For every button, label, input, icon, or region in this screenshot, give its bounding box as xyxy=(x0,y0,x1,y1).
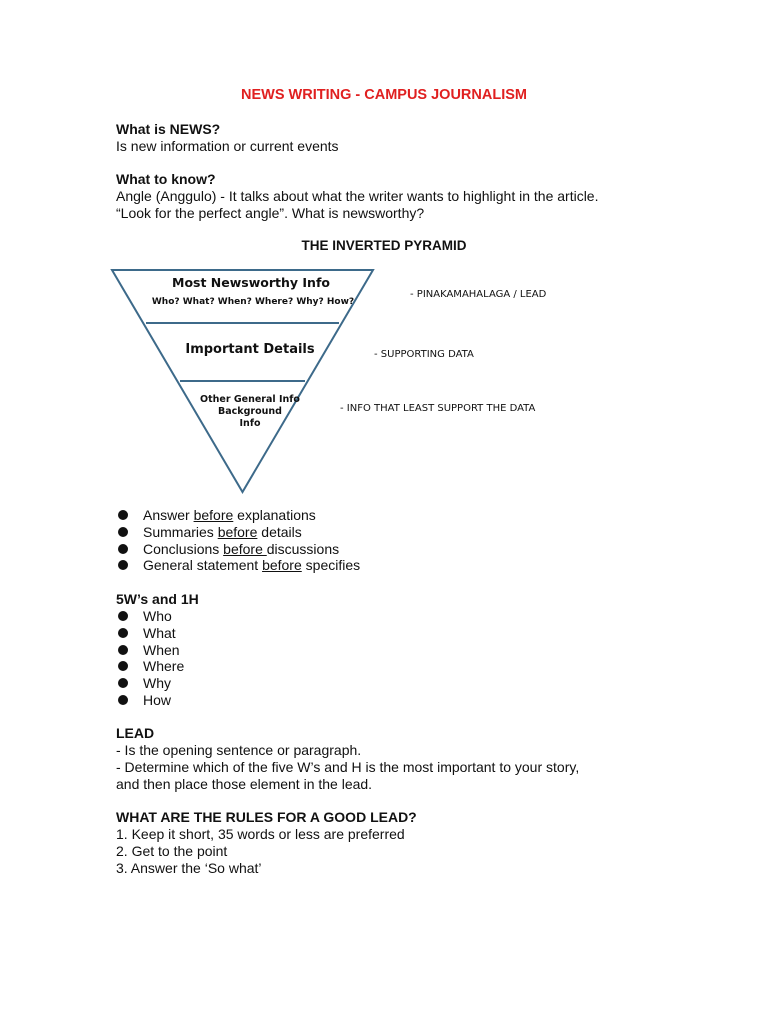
rules-item-2: 2. Get to the point xyxy=(116,843,228,859)
lead-line2: - Determine which of the five W’s and H is the most important to your story, xyxy=(116,759,580,775)
list-item: Answer before explanations xyxy=(116,507,360,524)
list-item: When xyxy=(116,642,184,659)
what-to-know-line2: “Look for the perfect angle”. What is newsworthy? xyxy=(116,205,425,221)
what-to-know-line1: Angle (Anggulo) - It talks about what the writer wants to highlight in the article. xyxy=(116,188,599,204)
document-title: NEWS WRITING - CAMPUS JOURNALISM xyxy=(241,87,527,103)
list-item: Conclusions before discussions xyxy=(116,541,360,558)
list-item: Why xyxy=(116,675,184,692)
pyramid-level2-label: - SUPPORTING DATA xyxy=(374,349,474,360)
list-item: Where xyxy=(116,658,184,675)
list-item: General statement before specifies xyxy=(116,557,360,574)
lead-line1: - Is the opening sentence or paragraph. xyxy=(116,742,362,758)
five-ws-list xyxy=(116,608,184,709)
what-to-know-heading: What to know? xyxy=(116,171,216,187)
pyramid-level2-title: Important Details xyxy=(185,342,315,357)
order-bullet-list xyxy=(116,507,360,574)
pyramid-level1-title: Most Newsworthy Info xyxy=(172,275,330,290)
pyramid-level1-label: - PINAKAMAHALAGA / LEAD xyxy=(410,289,547,300)
pyramid-heading: THE INVERTED PYRAMID xyxy=(301,238,467,253)
what-is-news-heading: What is NEWS? xyxy=(116,121,221,137)
pyramid-level3-line2: Background xyxy=(218,406,282,417)
rules-item-3: 3. Answer the ‘So what’ xyxy=(116,860,262,876)
pyramid-level3-line3: Info xyxy=(239,418,261,429)
pyramid-level3-line1: Other General Info xyxy=(200,394,300,405)
what-is-news-text: Is new information or current events xyxy=(116,138,339,154)
list-item: How xyxy=(116,692,184,709)
pyramid-level1-subtitle: Who? What? When? Where? Why? How? xyxy=(151,297,355,307)
inverted-pyramid-diagram xyxy=(100,262,400,497)
list-item: Summaries before details xyxy=(116,524,360,541)
rules-heading: WHAT ARE THE RULES FOR A GOOD LEAD? xyxy=(116,809,417,825)
list-item: What xyxy=(116,625,184,642)
pyramid-level3-label: - INFO THAT LEAST SUPPORT THE DATA xyxy=(340,403,536,414)
lead-heading: LEAD xyxy=(116,725,155,741)
list-item: Who xyxy=(116,608,184,625)
rules-item-1: 1. Keep it short, 35 words or less are preferred xyxy=(116,826,405,842)
lead-line3: and then place those element in the lead. xyxy=(116,776,373,792)
five-ws-heading: 5W’s and 1H xyxy=(116,591,199,607)
